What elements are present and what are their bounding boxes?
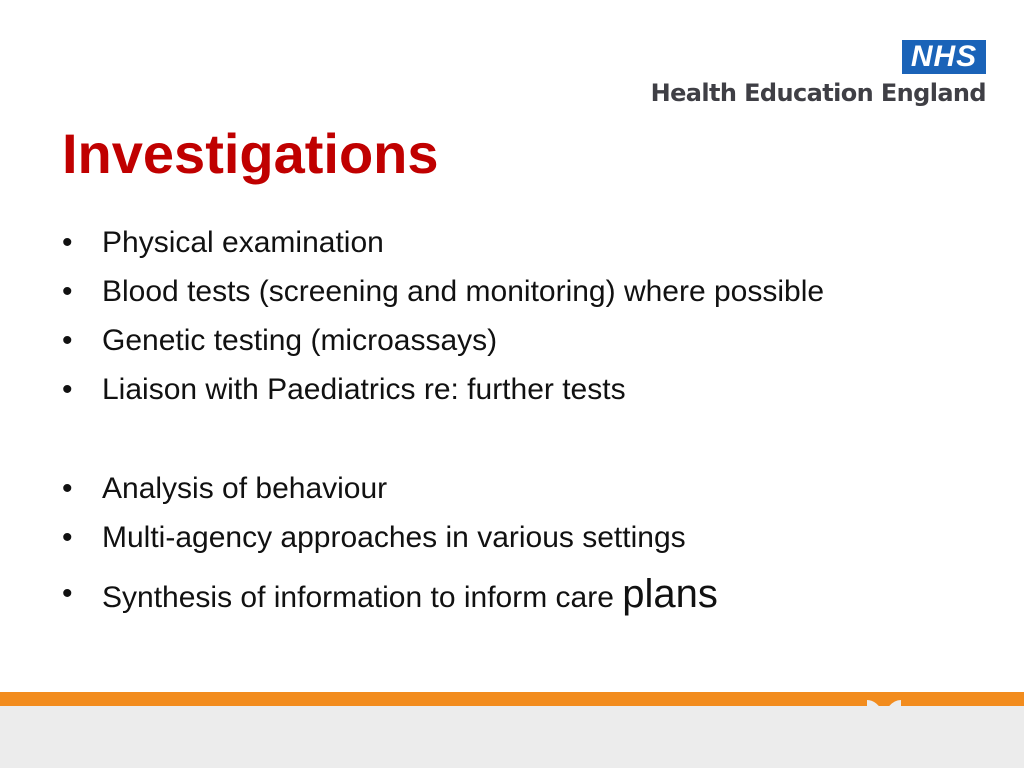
bullet-synthesis-text: Synthesis of information to inform care [102, 581, 623, 614]
bullet-genetic-testing: • Genetic testing (microassays) [62, 316, 824, 365]
bullet-multi-agency: • Multi-agency approaches in various settings [62, 513, 824, 562]
bullet-synthesis-big-word: plans [622, 572, 718, 616]
nhs-hee-logo [636, 40, 986, 110]
slide-title: Investigations [62, 122, 439, 185]
bullet-synthesis [62, 562, 824, 630]
footer-notch-shape [867, 700, 901, 718]
bullet-list [62, 218, 824, 630]
bullet-liaison-paediatrics: • Liaison with Paediatrics re: further tests [62, 365, 824, 414]
nhs-logo-box: NHS [902, 40, 986, 74]
bullet-analysis-behaviour: • Analysis of behaviour [62, 464, 824, 513]
bullet-physical-examination: • Physical examination [62, 218, 824, 267]
organisation-name: Health Education England [650, 79, 986, 107]
bullet-blood-tests: • Blood tests (screening and monitoring) where possible [62, 267, 824, 316]
